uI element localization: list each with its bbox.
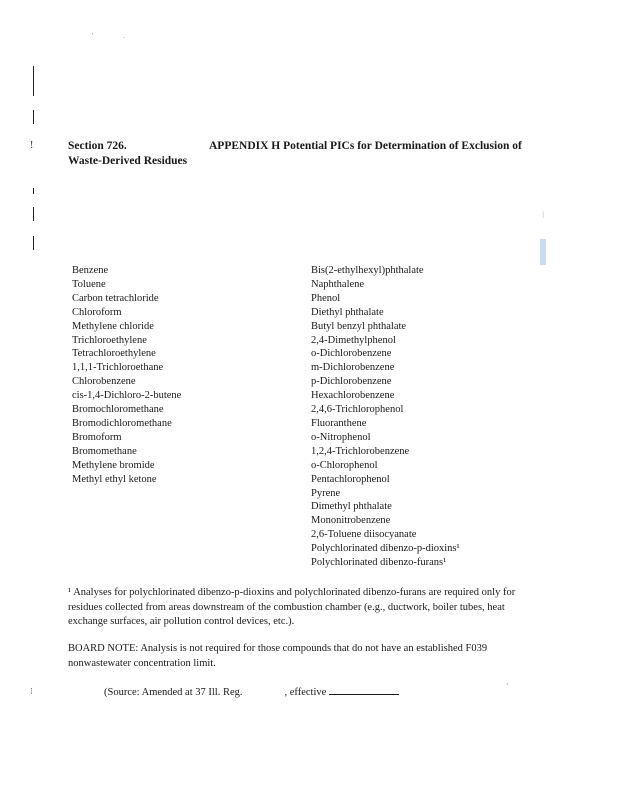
compound-item: o-Dichlorobenzene: [311, 348, 392, 360]
compound-item: cis-1,4-Dichloro-2-butene: [72, 390, 182, 402]
scan-artifact: l: [542, 210, 545, 220]
compound-item: Mononitrobenzene: [311, 515, 391, 527]
compound-item: Chlorobenzene: [72, 376, 136, 388]
compound-item: Diethyl phthalate: [311, 306, 384, 318]
margin-change-bar: [33, 207, 34, 221]
compound-item: Chloroform: [72, 306, 122, 318]
compound-item: Polychlorinated dibenzo-p-dioxins¹: [311, 543, 460, 555]
compound-item: Bromomethane: [72, 445, 137, 457]
compound-item: Phenol: [311, 292, 341, 304]
section-number: Section 726.: [68, 140, 127, 152]
margin-change-bar: [33, 110, 34, 124]
compound-item: Hexachlorobenzene: [311, 390, 395, 402]
compound-item: Trichloroethylene: [72, 334, 147, 346]
source-note: [104, 684, 399, 698]
compound-item: 2,4-Dimethylphenol: [311, 334, 396, 346]
compound-item: Bromodichloromethane: [72, 417, 172, 429]
compound-list-left: [72, 264, 181, 487]
compound-item: 1,2,4-Trichlorobenzene: [311, 445, 410, 457]
compound-item: Methyl ethyl ketone: [72, 473, 157, 485]
compound-item: m-Dichlorobenzene: [311, 362, 395, 374]
compound-item: Butyl benzyl phthalate: [311, 320, 407, 332]
compound-item: Pentachlorophenol: [311, 473, 390, 485]
compound-item: Toluene: [72, 278, 106, 290]
compound-item: 2,4,6-Trichlorophenol: [311, 404, 404, 416]
compound-list-right: [311, 264, 460, 570]
compound-item: Bis(2-ethylhexyl)phthalate: [311, 265, 424, 276]
compound-item: o-Chlorophenol: [311, 459, 378, 471]
scan-artifact: `: [506, 682, 509, 692]
compound-item: 2,6-Toluene diisocyanate: [311, 529, 417, 541]
section-heading: [68, 139, 558, 169]
compound-item: p-Dichlorobenzene: [311, 376, 392, 388]
compound-item: Carbon tetrachloride: [72, 292, 159, 304]
scan-artifact: ' .: [92, 32, 139, 40]
compound-item: 1,1,1-Trichloroethane: [72, 362, 164, 374]
compound-item: Dimethyl phthalate: [311, 501, 392, 513]
compound-item: Pyrene: [311, 487, 341, 499]
compound-item: o-Nitrophenol: [311, 431, 371, 443]
compound-item: Bromochloromethane: [72, 404, 164, 416]
margin-tick: !: [30, 140, 34, 151]
margin-change-bar: [33, 188, 34, 194]
board-note: BOARD NOTE: Analysis is not required for those compounds that do not have an established F039 nonwastewater concentration limit.: [68, 643, 488, 669]
appendix-title: APPENDIX H Potential PICs for Determination of Exclusion of: [209, 140, 522, 152]
appendix-title-continued: Waste-Derived Residues: [68, 155, 188, 167]
compound-item: Naphthalene: [311, 278, 365, 290]
compound-item: Polychlorinated dibenzo-furans¹: [311, 557, 447, 569]
compound-item: Tetrachloroethylene: [72, 348, 156, 360]
margin-change-bar: [33, 66, 34, 96]
source-effective: , effective: [284, 687, 327, 698]
compound-item: Methylene bromide: [72, 459, 155, 471]
compound-item: Methylene chloride: [72, 320, 154, 332]
margin-change-bar: [33, 236, 34, 250]
effective-date-blank: [329, 684, 399, 695]
margin-tick: ⁝: [30, 686, 33, 696]
compound-item: Benzene: [72, 265, 109, 276]
compound-item: Bromoform: [72, 431, 122, 443]
source-prefix: (Source: Amended at 37 Ill. Reg.: [104, 687, 243, 698]
footnote: ¹ Analyses for polychlorinated dibenzo-p-dioxins and polychlorinated dibenzo-furans are required only for residues collected from areas downstream of the combustion chamber (e.g., ductwork, boiler tubes, heat exchange surfaces, air pollution control devices, etc.).: [68, 587, 516, 627]
highlight-mark: [540, 239, 546, 265]
compound-item: Fluoranthene: [311, 417, 367, 429]
